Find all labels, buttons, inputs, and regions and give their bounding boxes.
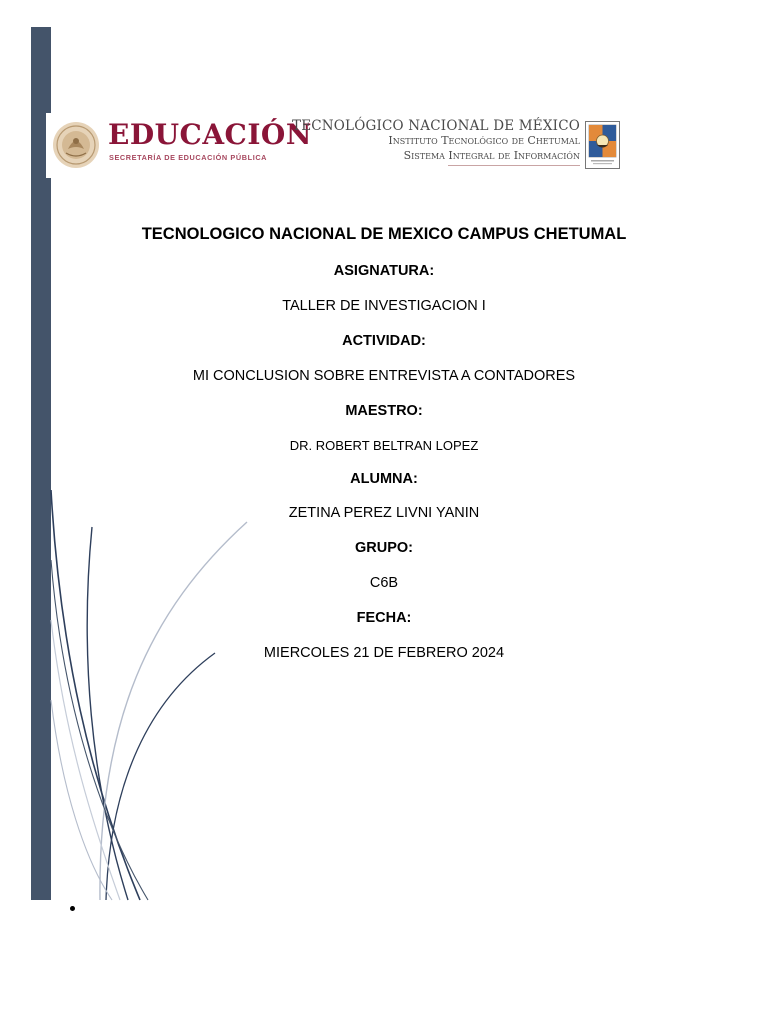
sep-subtitle: SECRETARÍA DE EDUCACIÓN PÚBLICA <box>109 153 268 162</box>
tecnm-line1: TECNOLÓGICO NACIONAL DE MÉXICO <box>291 118 580 134</box>
list-bullet <box>70 906 75 911</box>
curve-dark-3 <box>106 653 215 900</box>
curve-light-2 <box>51 620 120 900</box>
national-seal-icon <box>52 121 100 169</box>
tecnm-rule <box>448 165 580 166</box>
institution-title: TECNOLOGICO NACIONAL DE MEXICO CAMPUS CHETUMAL <box>141 225 627 243</box>
institute-shield-icon <box>585 121 620 169</box>
group-label: GRUPO: <box>355 540 413 556</box>
sep-title: EDUCACIÓN <box>108 118 312 151</box>
subject-label: ASIGNATURA: <box>333 263 435 279</box>
tecnm-line3: Sistema Integral de Información <box>403 149 580 162</box>
header-strip <box>46 113 51 178</box>
activity-label: ACTIVIDAD: <box>342 333 426 349</box>
tecnm-logo <box>291 118 622 172</box>
tecnm-line2: Instituto Tecnológico de Chetumal <box>388 134 580 147</box>
date-label: FECHA: <box>356 610 412 626</box>
student-label: ALUMNA: <box>350 471 418 487</box>
student-value: ZETINA PEREZ LIVNI YANIN <box>288 505 480 521</box>
activity-value: MI CONCLUSION SOBRE ENTREVISTA A CONTADORES <box>192 368 576 384</box>
curve-light-3 <box>51 700 112 900</box>
teacher-value: DR. ROBERT BELTRAN LOPEZ <box>289 438 479 453</box>
sep-logo <box>52 118 312 174</box>
date-value: MIERCOLES 21 DE FEBRERO 2024 <box>263 645 505 661</box>
group-value: C6B <box>369 575 399 591</box>
teacher-label: MAESTRO: <box>345 403 423 419</box>
subject-value: TALLER DE INVESTIGACION I <box>282 298 486 314</box>
